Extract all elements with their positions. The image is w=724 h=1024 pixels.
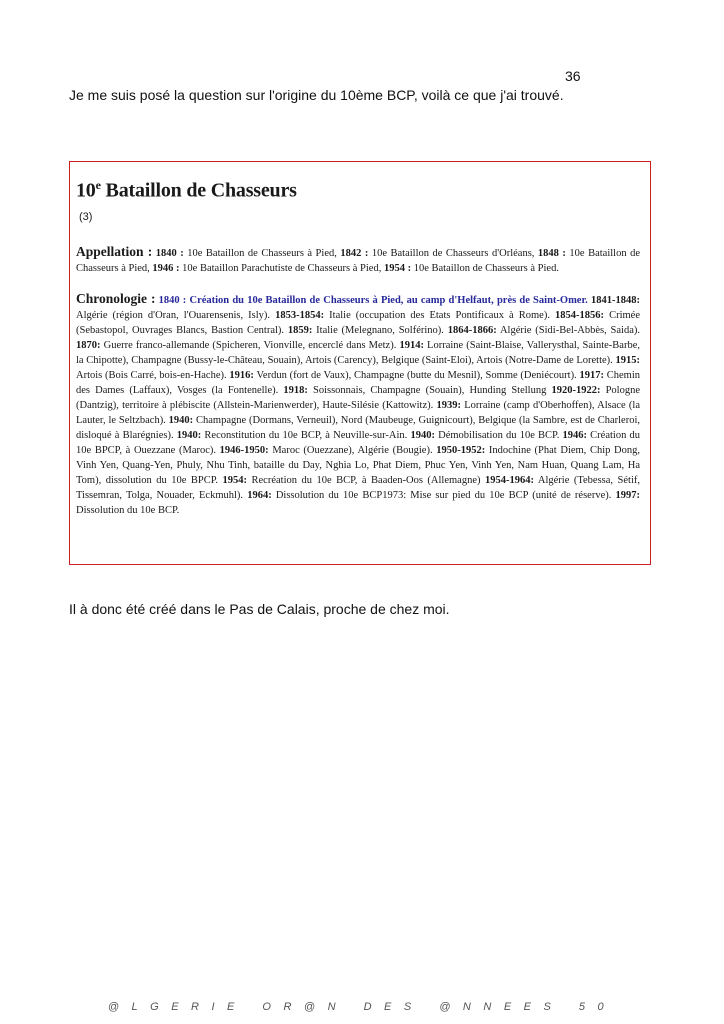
chronologie-date: 1940: xyxy=(410,429,435,441)
chronologie-text: Artois (Bois Carré, bois-en-Hache). xyxy=(76,369,230,381)
chronologie-date: 1854-1856: xyxy=(555,309,605,321)
chronologie-text: Dissolution du 10e BCP. xyxy=(76,504,180,516)
appellation-date: 1848 : xyxy=(537,247,566,259)
chronologie-text: Verdun (fort de Vaux), Champagne (butte du Mesnil), Somme (Deniécourt). xyxy=(253,369,580,381)
chronologie-date: 1940: xyxy=(176,429,202,441)
chronologie-text: Indochine (Phat Diem, Chip Dong, Vinh Yen, Quang-Yen, Phuly, Nhu Tinh, bataille du Day, Nghia Lo, Phat Diem, Phuc Yen, Vinh Yen, Nam Huan, Quang Lam, Ha Tom), dissolution du 10e BPCP. xyxy=(76,444,641,486)
appellation-date: 1840 : xyxy=(152,247,184,259)
chronologie-text: Algérie (région d'Oran, l'Ouarensenis, Isly). xyxy=(76,309,276,321)
chronologie-date: 1954: xyxy=(222,474,248,486)
chronologie-text: Lorraine (Saint-Blaise, Vallerysthal, Sainte-Barbe, la Chipotte), Champagne (Bussy-le-Château, Souain), Artois (Carency), Belgique (Saint-Eloi), Artois (Notre-Dame de Lorette). xyxy=(76,339,640,366)
chronologie-text: Pologne (Dantzig), territoire à plébiscite (Allstein-Marienwerder), Haute-Silésie (Kattowitz). xyxy=(76,384,640,411)
chronologie-date: 1920-1922: xyxy=(551,384,601,396)
chronologie-date: 1864-1866: xyxy=(447,324,497,336)
appellation-text: 10e Bataillon de Chasseurs à Pied, xyxy=(183,247,341,259)
appellation-text: 10e Bataillon de Chasseurs à Pied, xyxy=(76,247,640,274)
chronologie-text: Recréation du 10e BCP, à Baaden-Oos (Allemagne) xyxy=(247,474,485,486)
chronologie-text: Lorraine (camp d'Oberhoffen), Alsace (la Lauter, le Seltzbach). xyxy=(76,399,640,426)
appellation-text: 10e Bataillon de Chasseurs d'Orléans, xyxy=(368,247,538,259)
chronologie-date: 1870: xyxy=(76,339,101,351)
chronologie-date: 1915: xyxy=(615,354,640,366)
page-number: 36 xyxy=(565,68,581,84)
intro-text: Je me suis posé la question sur l'origine du 10ème BCP, voilà ce que j'ai trouvé. xyxy=(69,87,564,103)
chronologie-date: 1946: xyxy=(562,429,587,441)
chronologie-date: 1940: xyxy=(168,414,194,426)
chronologie-date: 1954-1964: xyxy=(484,474,534,486)
chronologie-date: 1914: xyxy=(399,339,424,351)
title-number: 10 xyxy=(76,179,96,202)
clipping-title xyxy=(76,178,640,203)
appellation-text: 10e Bataillon Parachutiste de Chasseurs à Pied, xyxy=(179,262,384,274)
appellation-label: Appellation : xyxy=(76,243,153,259)
title-text: Bataillon de Chasseurs xyxy=(100,179,297,202)
chronologie-text: Crimée (Sebastopol, Ouvrages Blancs, Bastion Central). xyxy=(76,309,640,336)
chronologie-date: 1841-1848: xyxy=(587,294,640,306)
chronologie-text: Algérie (Tebessa, Sétif, Tissemran, Tolga, Nouader, Eckmuhl). xyxy=(76,474,640,501)
chronologie-text: Création du 10e BPCP, à Ouezzane (Maroc). xyxy=(76,429,640,456)
chronologie-text: Champagne (Dormans, Verneuil), Nord (Maubeuge, Guignicourt), Belgique (la Sambre, est de Charleroi, disloqué à Blarégnies). xyxy=(76,414,640,441)
chronologie-date: 1964: xyxy=(247,489,272,501)
chronologie-text: Guerre franco-allemande (Spicheren, Vionville, encerclé dans Metz). xyxy=(100,339,400,351)
appellation-date: 1946 : xyxy=(152,262,180,274)
appellation-text: 10e Bataillon de Chasseurs à Pied. xyxy=(411,262,559,274)
chronologie-text: Chemin des Dames (Laffaux), Vosges (la Fontenelle). xyxy=(76,369,640,396)
chronologie-text: Soissonnais, Champagne (Souain), Hunding Stellung xyxy=(307,384,552,396)
appellation-date: 1842 : xyxy=(340,247,369,259)
chronologie-date: 1917: xyxy=(579,369,604,381)
chronologie-items xyxy=(76,295,640,516)
conclusion-text: Il à donc été créé dans le Pas de Calais, proche de chez moi. xyxy=(69,601,450,617)
chronologie-text: Maroc (Ouezzane), Algérie (Bougie). xyxy=(268,444,437,456)
appellation-items xyxy=(76,248,640,274)
chronologie-text: Reconstitution du 10e BCP, à Neuville-sur-Ain. xyxy=(201,429,411,441)
chronologie-date: 1997: xyxy=(615,489,640,501)
title-superscript: e xyxy=(95,178,101,192)
clipping-box xyxy=(69,161,651,565)
chronologie-label: Chronologie : xyxy=(76,290,156,306)
chronologie-date: 1859: xyxy=(287,324,313,336)
chronologie-text: Démobilisation du 10e BCP. xyxy=(434,429,563,441)
chronologie-founding: 1840 : Création du 10e Bataillon de Chasseurs à Pied, au camp d'Helfaut, près de Saint-Omer. xyxy=(155,294,588,306)
chronologie-date: 1918: xyxy=(283,384,308,396)
chronologie-date: 1946-1950: xyxy=(219,444,269,456)
chronologie-text: Algérie (Sidi-Bel-Abbès, Saida). xyxy=(496,324,640,336)
chronologie-text: Dissolution du 10e BCP1973: Mise sur pied du 10e BCP (unité de réserve). xyxy=(271,489,616,501)
chronologie-date: 1939: xyxy=(436,399,461,411)
reference-marker: (3) xyxy=(79,210,93,223)
chronologie-date: 1950-1952: xyxy=(436,444,486,456)
chronologie-date: 1853-1854: xyxy=(275,309,325,321)
appellation-paragraph xyxy=(76,244,640,276)
chronologie-text: Italie (Melegnano, Solférino). xyxy=(312,324,448,336)
chronologie-paragraph xyxy=(76,291,640,518)
chronologie-date: 1916: xyxy=(229,369,254,381)
footer-watermark: @LGERIE OR@N DES @NNEES 50 xyxy=(107,1001,617,1013)
appellation-date: 1954 : xyxy=(383,262,412,274)
chronologie-text: Italie (occupation des Etats Pontificaux à Rome). xyxy=(324,309,556,321)
